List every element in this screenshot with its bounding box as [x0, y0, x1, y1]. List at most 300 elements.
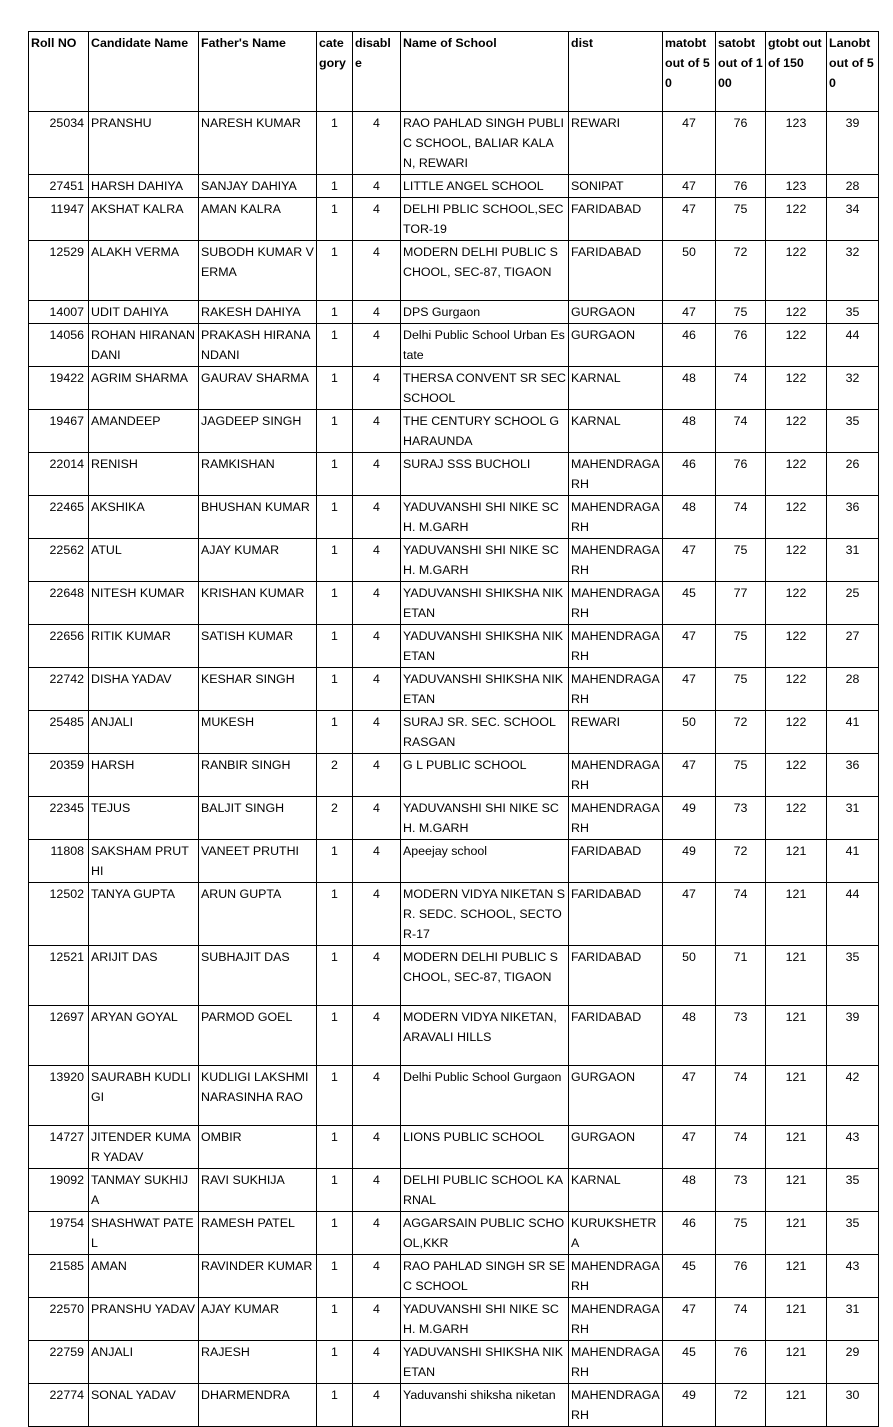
lanobt-cell: 42 — [827, 1066, 879, 1126]
category-cell: 1 — [317, 582, 353, 625]
satobt-cell: 74 — [716, 367, 766, 410]
fathers-name-cell: MUKESH — [199, 711, 317, 754]
school-name-cell: YADUVANSHI SHIKSHA NIKETAN — [401, 625, 569, 668]
matobt-cell: 48 — [663, 1169, 716, 1212]
candidate-name-cell: TEJUS — [89, 797, 199, 840]
matobt-cell: 48 — [663, 367, 716, 410]
category-cell: 1 — [317, 1255, 353, 1298]
disable-cell: 4 — [353, 625, 401, 668]
fathers-name-cell: PARMOD GOEL — [199, 1006, 317, 1066]
roll-no-cell: 19422 — [29, 367, 89, 410]
category-cell: 1 — [317, 1126, 353, 1169]
satobt-cell: 75 — [716, 539, 766, 582]
lanobt-cell: 31 — [827, 1298, 879, 1341]
gtobt-cell: 122 — [766, 410, 827, 453]
table-row — [29, 797, 879, 840]
roll-no-cell: 22570 — [29, 1298, 89, 1341]
matobt-cell: 46 — [663, 1212, 716, 1255]
candidate-name-cell: PRANSHU — [89, 112, 199, 175]
fathers-name-cell: RAKESH DAHIYA — [199, 301, 317, 324]
dist-cell: FARIDABAD — [569, 883, 663, 946]
dist-cell: KURUKSHETRA — [569, 1212, 663, 1255]
header-roll-no: Roll NO — [29, 32, 89, 112]
table-row — [29, 175, 879, 198]
gtobt-cell: 121 — [766, 1341, 827, 1384]
roll-no-cell: 14727 — [29, 1126, 89, 1169]
school-name-cell: MODERN VIDYA NIKETAN, ARAVALI HILLS — [401, 1006, 569, 1066]
dist-cell: MAHENDRAGARH — [569, 1255, 663, 1298]
lanobt-cell: 26 — [827, 453, 879, 496]
candidate-name-cell: RITIK KUMAR — [89, 625, 199, 668]
lanobt-cell: 44 — [827, 883, 879, 946]
table-row — [29, 410, 879, 453]
category-cell: 1 — [317, 198, 353, 241]
candidate-name-cell: ANJALI — [89, 711, 199, 754]
disable-cell: 4 — [353, 112, 401, 175]
school-name-cell: RAO PAHLAD SINGH PUBLIC SCHOOL, BALIAR KALAN, REWARI — [401, 112, 569, 175]
header-fathers-name: Father's Name — [199, 32, 317, 112]
gtobt-cell: 122 — [766, 241, 827, 301]
candidate-name-cell: PRANSHU YADAV — [89, 1298, 199, 1341]
disable-cell: 4 — [353, 711, 401, 754]
satobt-cell: 75 — [716, 668, 766, 711]
results-table — [28, 31, 879, 1427]
satobt-cell: 75 — [716, 301, 766, 324]
table-row — [29, 453, 879, 496]
dist-cell: MAHENDRAGARH — [569, 496, 663, 539]
disable-cell: 4 — [353, 1384, 401, 1427]
school-name-cell: LIONS PUBLIC SCHOOL — [401, 1126, 569, 1169]
category-cell: 1 — [317, 1298, 353, 1341]
matobt-cell: 50 — [663, 946, 716, 1006]
satobt-cell: 76 — [716, 1341, 766, 1384]
header-dist: dist — [569, 32, 663, 112]
gtobt-cell: 122 — [766, 496, 827, 539]
table-row — [29, 946, 879, 1006]
candidate-name-cell: RENISH — [89, 453, 199, 496]
dist-cell: GURGAON — [569, 324, 663, 367]
satobt-cell: 76 — [716, 112, 766, 175]
gtobt-cell: 123 — [766, 112, 827, 175]
dist-cell: MAHENDRAGARH — [569, 1341, 663, 1384]
disable-cell: 4 — [353, 840, 401, 883]
disable-cell: 4 — [353, 496, 401, 539]
school-name-cell: THERSA CONVENT SR SEC SCHOOL — [401, 367, 569, 410]
candidate-name-cell: AMAN — [89, 1255, 199, 1298]
fathers-name-cell: JAGDEEP SINGH — [199, 410, 317, 453]
fathers-name-cell: VANEET PRUTHI — [199, 840, 317, 883]
table-row — [29, 1066, 879, 1126]
disable-cell: 4 — [353, 324, 401, 367]
table-row — [29, 367, 879, 410]
satobt-cell: 73 — [716, 1006, 766, 1066]
roll-no-cell: 22345 — [29, 797, 89, 840]
lanobt-cell: 28 — [827, 668, 879, 711]
disable-cell: 4 — [353, 1006, 401, 1066]
roll-no-cell: 22562 — [29, 539, 89, 582]
gtobt-cell: 122 — [766, 367, 827, 410]
table-row — [29, 1169, 879, 1212]
matobt-cell: 47 — [663, 754, 716, 797]
matobt-cell: 47 — [663, 883, 716, 946]
table-row — [29, 496, 879, 539]
disable-cell: 4 — [353, 797, 401, 840]
disable-cell: 4 — [353, 301, 401, 324]
fathers-name-cell: GAURAV SHARMA — [199, 367, 317, 410]
matobt-cell: 48 — [663, 410, 716, 453]
satobt-cell: 72 — [716, 840, 766, 883]
table-row — [29, 668, 879, 711]
fathers-name-cell: SATISH KUMAR — [199, 625, 317, 668]
gtobt-cell: 122 — [766, 539, 827, 582]
fathers-name-cell: DHARMENDRA — [199, 1384, 317, 1427]
table-row — [29, 1298, 879, 1341]
header-gtobt: gtobt out of 150 — [766, 32, 827, 112]
roll-no-cell: 11808 — [29, 840, 89, 883]
gtobt-cell: 123 — [766, 175, 827, 198]
roll-no-cell: 13920 — [29, 1066, 89, 1126]
header-satobt: satobt out of 100 — [716, 32, 766, 112]
gtobt-cell: 122 — [766, 582, 827, 625]
school-name-cell: DELHI PBLIC SCHOOL,SECTOR-19 — [401, 198, 569, 241]
disable-cell: 4 — [353, 1341, 401, 1384]
fathers-name-cell: KRISHAN KUMAR — [199, 582, 317, 625]
matobt-cell: 49 — [663, 1384, 716, 1427]
candidate-name-cell: NITESH KUMAR — [89, 582, 199, 625]
lanobt-cell: 36 — [827, 754, 879, 797]
roll-no-cell: 25034 — [29, 112, 89, 175]
category-cell: 1 — [317, 1212, 353, 1255]
satobt-cell: 74 — [716, 496, 766, 539]
disable-cell: 4 — [353, 367, 401, 410]
lanobt-cell: 31 — [827, 539, 879, 582]
gtobt-cell: 122 — [766, 668, 827, 711]
roll-no-cell: 22759 — [29, 1341, 89, 1384]
dist-cell: SONIPAT — [569, 175, 663, 198]
category-cell: 1 — [317, 324, 353, 367]
lanobt-cell: 30 — [827, 1384, 879, 1427]
category-cell: 1 — [317, 668, 353, 711]
disable-cell: 4 — [353, 1066, 401, 1126]
school-name-cell: SURAJ SR. SEC. SCHOOL RASGAN — [401, 711, 569, 754]
category-cell: 1 — [317, 840, 353, 883]
category-cell: 1 — [317, 625, 353, 668]
matobt-cell: 46 — [663, 453, 716, 496]
table-row — [29, 1341, 879, 1384]
lanobt-cell: 29 — [827, 1341, 879, 1384]
fathers-name-cell: NARESH KUMAR — [199, 112, 317, 175]
fathers-name-cell: SUBHAJIT DAS — [199, 946, 317, 1006]
table-row — [29, 241, 879, 301]
disable-cell: 4 — [353, 1126, 401, 1169]
school-name-cell: Apeejay school — [401, 840, 569, 883]
satobt-cell: 74 — [716, 1126, 766, 1169]
lanobt-cell: 43 — [827, 1126, 879, 1169]
dist-cell: MAHENDRAGARH — [569, 668, 663, 711]
fathers-name-cell: BHUSHAN KUMAR — [199, 496, 317, 539]
candidate-name-cell: ARIJIT DAS — [89, 946, 199, 1006]
category-cell: 1 — [317, 410, 353, 453]
matobt-cell: 49 — [663, 840, 716, 883]
matobt-cell: 48 — [663, 496, 716, 539]
fathers-name-cell: OMBIR — [199, 1126, 317, 1169]
fathers-name-cell: BALJIT SINGH — [199, 797, 317, 840]
disable-cell: 4 — [353, 198, 401, 241]
dist-cell: FARIDABAD — [569, 840, 663, 883]
candidate-name-cell: SONAL YADAV — [89, 1384, 199, 1427]
fathers-name-cell: ARUN GUPTA — [199, 883, 317, 946]
category-cell: 1 — [317, 496, 353, 539]
category-cell: 1 — [317, 883, 353, 946]
school-name-cell: DELHI PUBLIC SCHOOL KARNAL — [401, 1169, 569, 1212]
table-row — [29, 1255, 879, 1298]
candidate-name-cell: AKSHIKA — [89, 496, 199, 539]
matobt-cell: 45 — [663, 1341, 716, 1384]
candidate-name-cell: AGRIM SHARMA — [89, 367, 199, 410]
roll-no-cell: 19092 — [29, 1169, 89, 1212]
table-row — [29, 539, 879, 582]
gtobt-cell: 121 — [766, 1006, 827, 1066]
candidate-name-cell: SHASHWAT PATEL — [89, 1212, 199, 1255]
category-cell: 1 — [317, 1341, 353, 1384]
table-row — [29, 840, 879, 883]
lanobt-cell: 35 — [827, 1169, 879, 1212]
roll-no-cell: 21585 — [29, 1255, 89, 1298]
category-cell: 1 — [317, 175, 353, 198]
gtobt-cell: 121 — [766, 946, 827, 1006]
table-row — [29, 198, 879, 241]
dist-cell: MAHENDRAGARH — [569, 797, 663, 840]
disable-cell: 4 — [353, 668, 401, 711]
table-row — [29, 1006, 879, 1066]
disable-cell: 4 — [353, 1298, 401, 1341]
satobt-cell: 74 — [716, 1298, 766, 1341]
satobt-cell: 77 — [716, 582, 766, 625]
matobt-cell: 45 — [663, 582, 716, 625]
fathers-name-cell: PRAKASH HIRANANDANI — [199, 324, 317, 367]
roll-no-cell: 11947 — [29, 198, 89, 241]
gtobt-cell: 122 — [766, 754, 827, 797]
matobt-cell: 48 — [663, 1006, 716, 1066]
satobt-cell: 75 — [716, 198, 766, 241]
fathers-name-cell: RAJESH — [199, 1341, 317, 1384]
satobt-cell: 74 — [716, 1066, 766, 1126]
candidate-name-cell: ANJALI — [89, 1341, 199, 1384]
fathers-name-cell: KUDLIGI LAKSHMINARASINHA RAO — [199, 1066, 317, 1126]
fathers-name-cell: KESHAR SINGH — [199, 668, 317, 711]
dist-cell: MAHENDRAGARH — [569, 754, 663, 797]
dist-cell: KARNAL — [569, 367, 663, 410]
matobt-cell: 47 — [663, 112, 716, 175]
category-cell: 1 — [317, 112, 353, 175]
matobt-cell: 47 — [663, 198, 716, 241]
roll-no-cell: 14007 — [29, 301, 89, 324]
roll-no-cell: 22465 — [29, 496, 89, 539]
school-name-cell: YADUVANSHI SHI NIKE SCH. M.GARH — [401, 539, 569, 582]
category-cell: 2 — [317, 797, 353, 840]
gtobt-cell: 121 — [766, 1255, 827, 1298]
candidate-name-cell: AMANDEEP — [89, 410, 199, 453]
table-row — [29, 1384, 879, 1427]
category-cell: 1 — [317, 1006, 353, 1066]
disable-cell: 4 — [353, 946, 401, 1006]
fathers-name-cell: RAMESH PATEL — [199, 1212, 317, 1255]
header-school-name: Name of School — [401, 32, 569, 112]
school-name-cell: YADUVANSHI SHIKSHA NIKETAN — [401, 1341, 569, 1384]
header-candidate-name: Candidate Name — [89, 32, 199, 112]
matobt-cell: 45 — [663, 1255, 716, 1298]
candidate-name-cell: AKSHAT KALRA — [89, 198, 199, 241]
gtobt-cell: 121 — [766, 1384, 827, 1427]
satobt-cell: 76 — [716, 324, 766, 367]
category-cell: 1 — [317, 367, 353, 410]
satobt-cell: 76 — [716, 453, 766, 496]
matobt-cell: 47 — [663, 1298, 716, 1341]
matobt-cell: 49 — [663, 797, 716, 840]
category-cell: 1 — [317, 539, 353, 582]
disable-cell: 4 — [353, 1255, 401, 1298]
header-disable: disabl e — [353, 32, 401, 112]
gtobt-cell: 122 — [766, 324, 827, 367]
table-row — [29, 1126, 879, 1169]
lanobt-cell: 35 — [827, 301, 879, 324]
dist-cell: REWARI — [569, 711, 663, 754]
lanobt-cell: 35 — [827, 410, 879, 453]
roll-no-cell: 12697 — [29, 1006, 89, 1066]
gtobt-cell: 121 — [766, 840, 827, 883]
table-row — [29, 625, 879, 668]
lanobt-cell: 35 — [827, 1212, 879, 1255]
dist-cell: GURGAON — [569, 1066, 663, 1126]
matobt-cell: 47 — [663, 1126, 716, 1169]
gtobt-cell: 122 — [766, 198, 827, 241]
matobt-cell: 47 — [663, 668, 716, 711]
candidate-name-cell: SAKSHAM PRUTHI — [89, 840, 199, 883]
category-cell: 1 — [317, 453, 353, 496]
header-lanobt: Lanobt out of 50 — [827, 32, 879, 112]
gtobt-cell: 121 — [766, 1126, 827, 1169]
header-matobt: matobt out of 50 — [663, 32, 716, 112]
school-name-cell: SURAJ SSS BUCHOLI — [401, 453, 569, 496]
school-name-cell: YADUVANSHI SHIKSHA NIKETAN — [401, 668, 569, 711]
gtobt-cell: 122 — [766, 301, 827, 324]
fathers-name-cell: RAVINDER KUMAR — [199, 1255, 317, 1298]
satobt-cell: 75 — [716, 754, 766, 797]
table-row — [29, 883, 879, 946]
dist-cell: MAHENDRAGARH — [569, 453, 663, 496]
category-cell: 1 — [317, 711, 353, 754]
dist-cell: FARIDABAD — [569, 1006, 663, 1066]
disable-cell: 4 — [353, 410, 401, 453]
lanobt-cell: 32 — [827, 241, 879, 301]
candidate-name-cell: TANYA GUPTA — [89, 883, 199, 946]
category-cell: 2 — [317, 754, 353, 797]
table-row — [29, 1212, 879, 1255]
roll-no-cell: 20359 — [29, 754, 89, 797]
dist-cell: MAHENDRAGARH — [569, 625, 663, 668]
roll-no-cell: 12521 — [29, 946, 89, 1006]
lanobt-cell: 41 — [827, 711, 879, 754]
dist-cell: MAHENDRAGARH — [569, 1384, 663, 1427]
roll-no-cell: 22742 — [29, 668, 89, 711]
disable-cell: 4 — [353, 453, 401, 496]
matobt-cell: 47 — [663, 625, 716, 668]
school-name-cell: DPS Gurgaon — [401, 301, 569, 324]
category-cell: 1 — [317, 1169, 353, 1212]
gtobt-cell: 122 — [766, 625, 827, 668]
satobt-cell: 72 — [716, 1384, 766, 1427]
matobt-cell: 46 — [663, 324, 716, 367]
category-cell: 1 — [317, 301, 353, 324]
gtobt-cell: 121 — [766, 1212, 827, 1255]
roll-no-cell: 12502 — [29, 883, 89, 946]
category-cell: 1 — [317, 1384, 353, 1427]
category-cell: 1 — [317, 946, 353, 1006]
roll-no-cell: 12529 — [29, 241, 89, 301]
lanobt-cell: 41 — [827, 840, 879, 883]
roll-no-cell: 22774 — [29, 1384, 89, 1427]
fathers-name-cell: AJAY KUMAR — [199, 1298, 317, 1341]
school-name-cell: MODERN DELHI PUBLIC SCHOOL, SEC-87, TIGAON — [401, 241, 569, 301]
satobt-cell: 72 — [716, 241, 766, 301]
disable-cell: 4 — [353, 1169, 401, 1212]
dist-cell: MAHENDRAGARH — [569, 539, 663, 582]
lanobt-cell: 43 — [827, 1255, 879, 1298]
dist-cell: REWARI — [569, 112, 663, 175]
category-cell: 1 — [317, 1066, 353, 1126]
candidate-name-cell: ALAKH VERMA — [89, 241, 199, 301]
school-name-cell: RAO PAHLAD SINGH SR SEC SCHOOL — [401, 1255, 569, 1298]
disable-cell: 4 — [353, 1212, 401, 1255]
table-row — [29, 301, 879, 324]
matobt-cell: 47 — [663, 1066, 716, 1126]
header-category: cate gory — [317, 32, 353, 112]
fathers-name-cell: SANJAY DAHIYA — [199, 175, 317, 198]
school-name-cell: YADUVANSHI SHI NIKE SCH. M.GARH — [401, 797, 569, 840]
disable-cell: 4 — [353, 582, 401, 625]
category-cell: 1 — [317, 241, 353, 301]
table-row — [29, 324, 879, 367]
gtobt-cell: 122 — [766, 453, 827, 496]
fathers-name-cell: AMAN KALRA — [199, 198, 317, 241]
fathers-name-cell: RAVI SUKHIJA — [199, 1169, 317, 1212]
roll-no-cell: 27451 — [29, 175, 89, 198]
lanobt-cell: 34 — [827, 198, 879, 241]
dist-cell: FARIDABAD — [569, 198, 663, 241]
candidate-name-cell: ARYAN GOYAL — [89, 1006, 199, 1066]
satobt-cell: 74 — [716, 883, 766, 946]
fathers-name-cell: SUBODH KUMAR VERMA — [199, 241, 317, 301]
gtobt-cell: 121 — [766, 883, 827, 946]
candidate-name-cell: HARSH — [89, 754, 199, 797]
satobt-cell: 73 — [716, 797, 766, 840]
table-row — [29, 754, 879, 797]
matobt-cell: 47 — [663, 175, 716, 198]
lanobt-cell: 32 — [827, 367, 879, 410]
roll-no-cell: 22014 — [29, 453, 89, 496]
satobt-cell: 75 — [716, 1212, 766, 1255]
satobt-cell: 72 — [716, 711, 766, 754]
candidate-name-cell: JITENDER KUMAR YADAV — [89, 1126, 199, 1169]
roll-no-cell: 22648 — [29, 582, 89, 625]
lanobt-cell: 28 — [827, 175, 879, 198]
school-name-cell: Yaduvanshi shiksha niketan — [401, 1384, 569, 1427]
disable-cell: 4 — [353, 754, 401, 797]
gtobt-cell: 122 — [766, 711, 827, 754]
dist-cell: KARNAL — [569, 410, 663, 453]
disable-cell: 4 — [353, 539, 401, 582]
dist-cell: FARIDABAD — [569, 241, 663, 301]
